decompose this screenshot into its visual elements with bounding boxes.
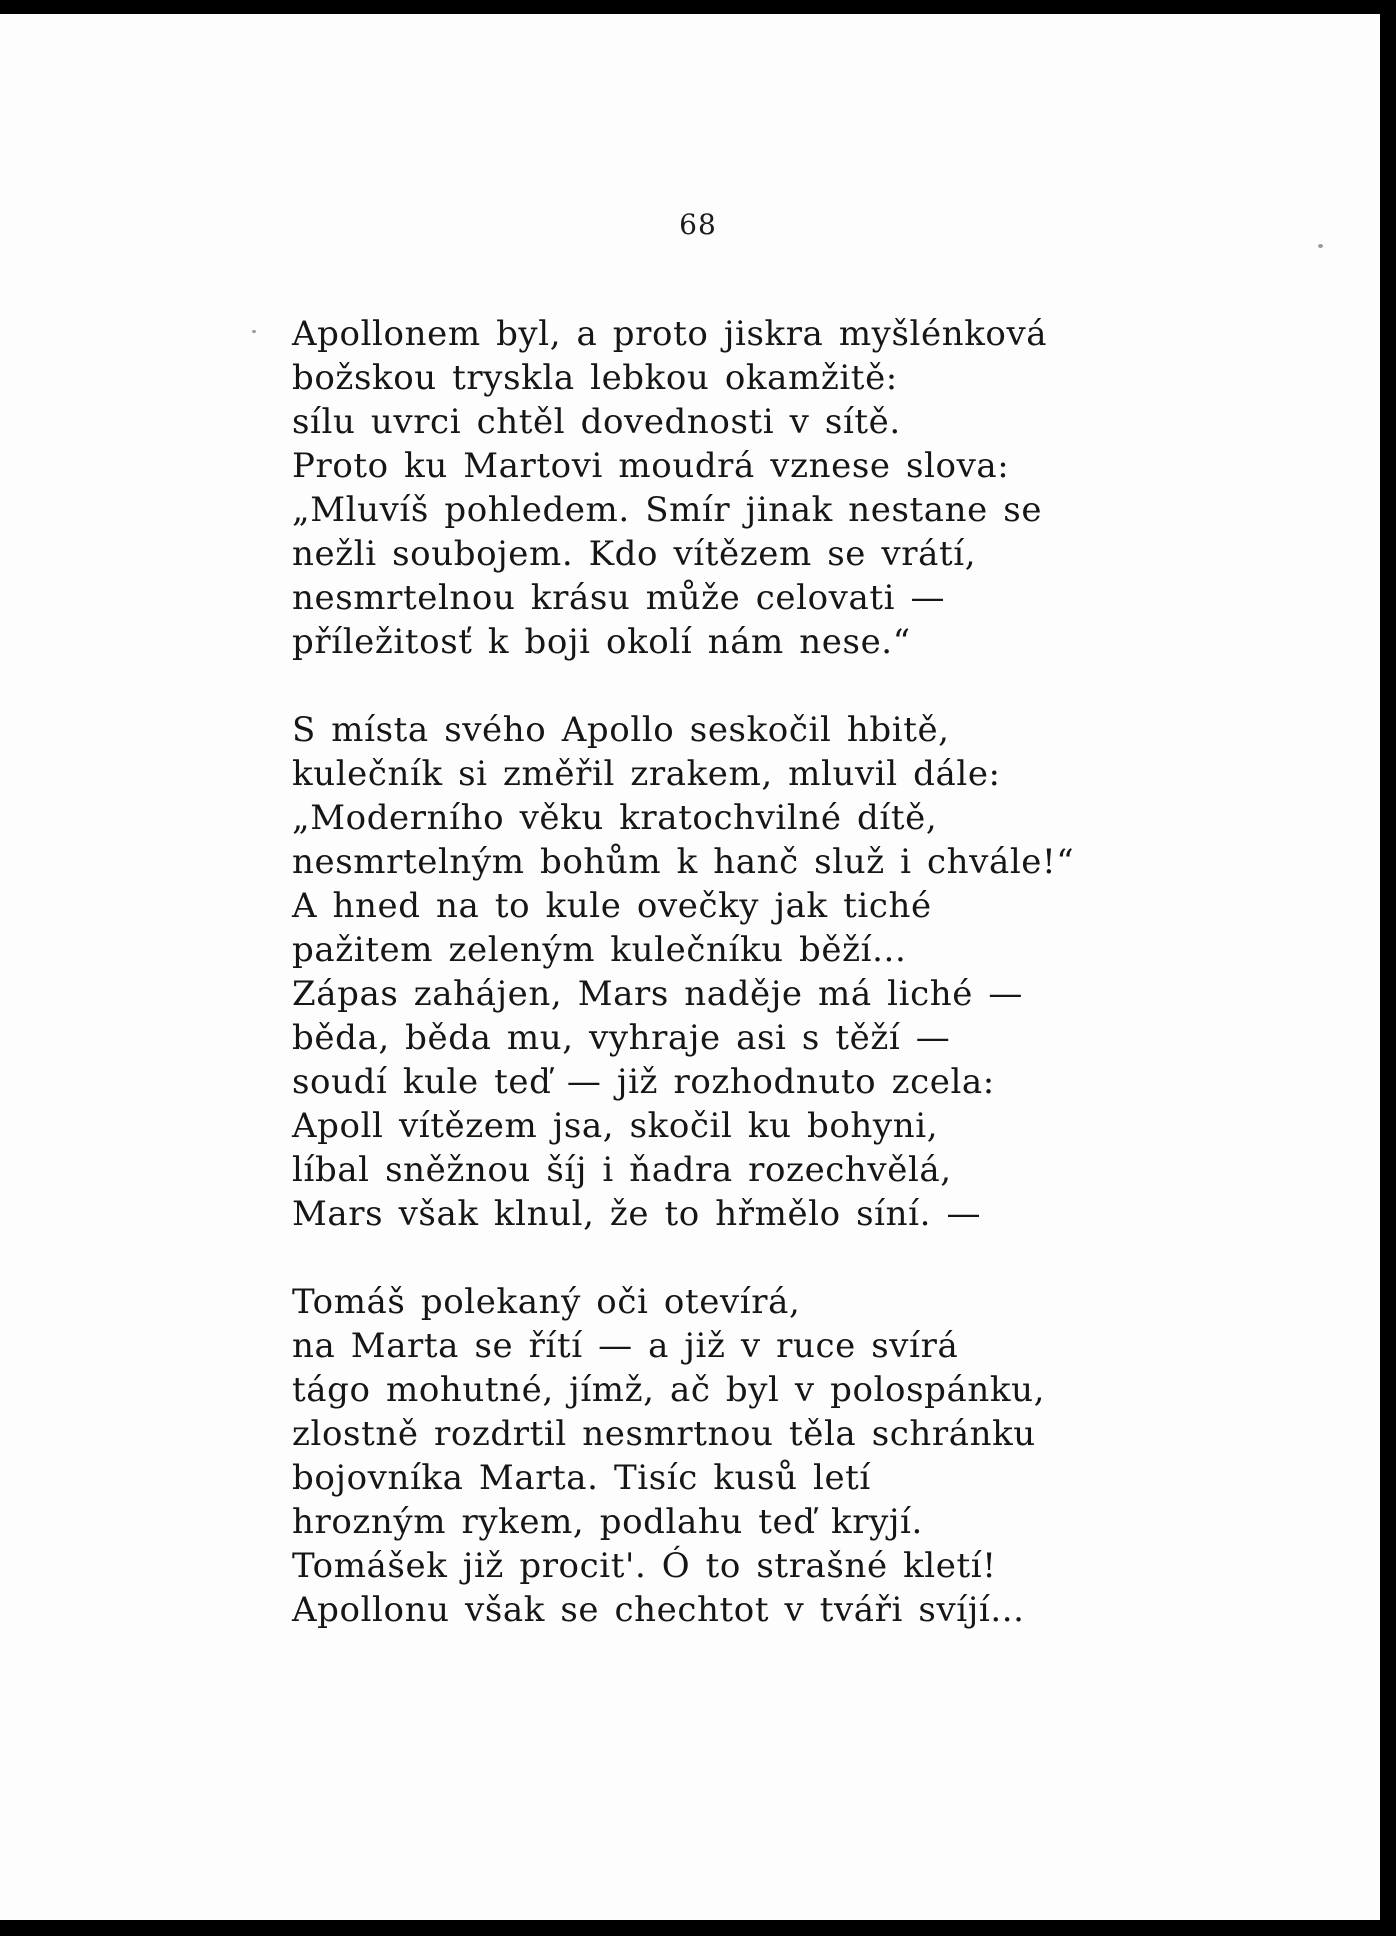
stanza-3 xyxy=(292,1280,1172,1632)
scan-border-top xyxy=(0,0,1396,14)
poem-line: Apollonem byl, a proto jiskra myšlénková xyxy=(292,314,1048,354)
scan-speck xyxy=(1318,244,1323,248)
poem-line: Proto ku Martovi moudrá vznese slova: xyxy=(292,446,1010,486)
poem-line: pažitem zeleným kulečníku běží... xyxy=(292,930,907,970)
poem-line: nesmrtelnou krásu může celovati — xyxy=(292,578,946,618)
poem-line: Apoll vítězem jsa, skočil ku bohyni, xyxy=(292,1106,939,1146)
poem-line: zlostně rozdrtil nesmrtnou těla schránku xyxy=(292,1414,1036,1454)
poem-line: A hned na to kule ovečky jak tiché xyxy=(292,886,932,926)
scan-border-right xyxy=(1380,0,1396,1936)
poem-line: nesmrtelným bohům k hanč služ i chvále!“ xyxy=(292,842,1075,882)
poem-line: Tomášek již procit'. Ó to strašné kletí! xyxy=(292,1546,997,1586)
poem-line: nežli soubojem. Kdo vítězem se vrátí, xyxy=(292,534,977,574)
poem-line: „Mluvíš pohledem. Smír jinak nestane se xyxy=(292,490,1043,530)
poem-line: božskou tryskla lebkou okamžitě: xyxy=(292,358,898,398)
poem-line: Tomáš polekaný oči otevírá, xyxy=(292,1282,801,1322)
poem-line: tágo mohutné, jímž, ač byl v polospánku, xyxy=(292,1370,1046,1410)
stanza-2 xyxy=(292,708,1172,1236)
poem-line: sílu uvrci chtěl dovednosti v sítě. xyxy=(292,402,901,442)
poem-line: kulečník si změřil zrakem, mluvil dále: xyxy=(292,754,1001,794)
page-number: 68 xyxy=(679,208,717,241)
poem-line: líbal sněžnou šíj i ňadra rozechvělá, xyxy=(292,1150,952,1190)
poem-text xyxy=(292,312,1172,1632)
poem-line: bojovníka Marta. Tisíc kusů letí xyxy=(292,1458,871,1498)
scan-border-bottom xyxy=(0,1920,1396,1936)
poem-line: „Moderního věku kratochvilné dítě, xyxy=(292,798,938,838)
poem-line: na Marta se řítí — a již v ruce svírá xyxy=(292,1326,959,1366)
poem-line: soudí kule teď — již rozhodnuto zcela: xyxy=(292,1062,995,1102)
poem-line: Apollonu však se chechtot v tváři svíjí... xyxy=(292,1590,1025,1630)
poem-line: běda, běda mu, vyhraje asi s těží — xyxy=(292,1018,951,1058)
poem-line: Mars však klnul, že to hřmělo síní. — xyxy=(292,1194,982,1234)
poem-line: Zápas zahájen, Mars naděje má liché — xyxy=(292,974,1023,1014)
stanza-1 xyxy=(292,312,1172,664)
poem-line: S místa svého Apollo seskočil hbitě, xyxy=(292,710,950,750)
poem-line: příležitosť k boji okolí nám nese.“ xyxy=(292,622,911,662)
poem-line: hrozným rykem, podlahu teď kryjí. xyxy=(292,1502,923,1542)
scan-speck xyxy=(252,330,256,333)
